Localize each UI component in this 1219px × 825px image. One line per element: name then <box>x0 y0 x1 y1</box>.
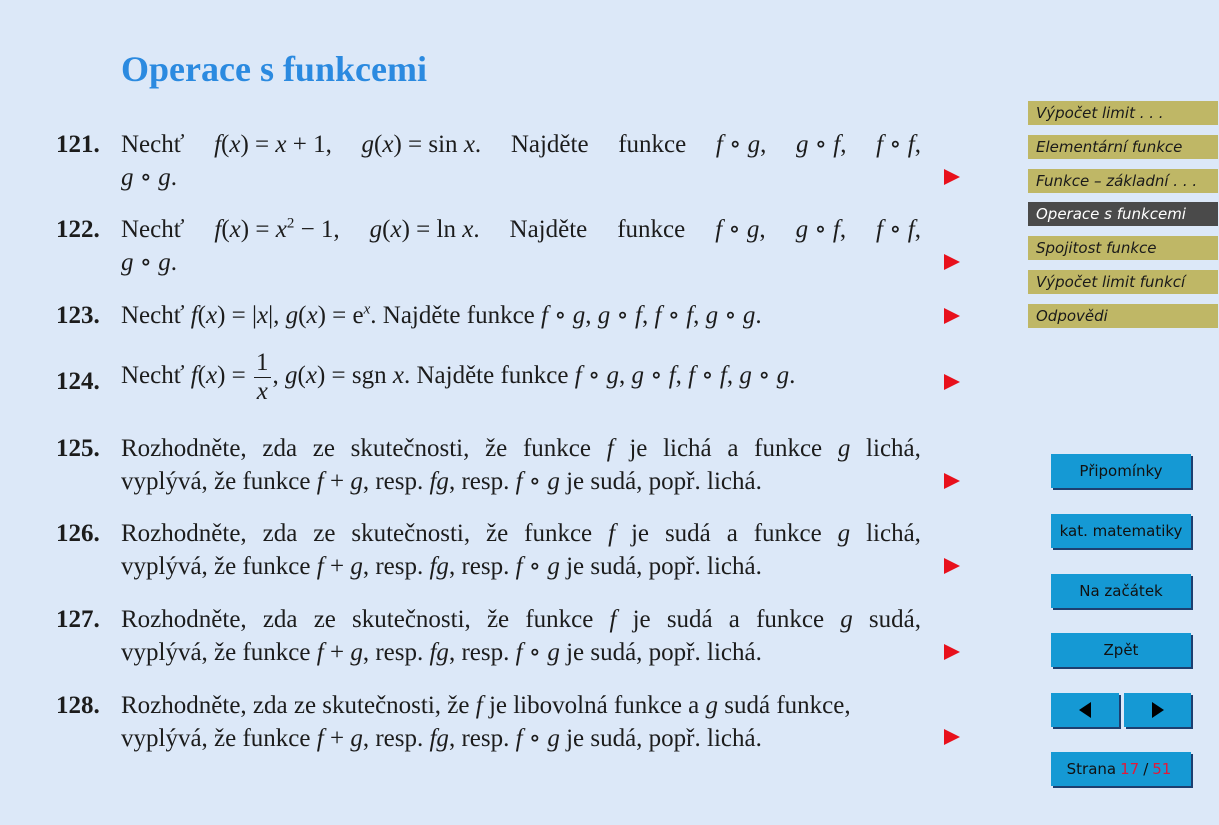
problem-number: 121. <box>56 131 100 158</box>
answer-arrow-122[interactable] <box>944 254 960 270</box>
previous-page-button[interactable] <box>1051 693 1119 727</box>
problem-126 <box>56 517 936 583</box>
answer-arrow-124[interactable] <box>944 374 960 390</box>
problem-128 <box>56 689 936 755</box>
problem-121 <box>56 128 936 194</box>
problem-number: 122. <box>56 216 100 243</box>
problem-line: vyplývá, že funkce f + g, resp. fg, resp. f ∘ g je sudá, popř. lichá. <box>121 725 762 752</box>
nav-item-funkce-zakladni[interactable]: Funkce – základní . . . <box>1028 169 1218 193</box>
problem-number: 127. <box>56 606 100 633</box>
problem-line: Rozhodněte, zda ze skutečnosti, že funkce f je sudá a funkce g lichá, <box>121 520 921 547</box>
page-title: Operace s funkcemi <box>121 49 427 89</box>
problem-text <box>121 128 936 194</box>
problem-line: vyplývá, že funkce f + g, resp. fg, resp. f ∘ g je sudá, popř. lichá. <box>121 639 762 666</box>
problem-123 <box>56 299 936 332</box>
page-current: 17 <box>1120 760 1140 778</box>
problem-text <box>121 299 936 332</box>
page-total: 51 <box>1152 760 1172 778</box>
problem-line: Nechť f(x) = |x|, $g(x) = e^x$. Najděte funkce f ∘ g, g ∘ f, f ∘ f, g ∘ g. <box>121 301 762 329</box>
page-separator: / <box>1143 760 1149 778</box>
answer-arrow-123[interactable] <box>944 308 960 324</box>
problem-number: 123. <box>56 302 100 329</box>
problem-line: g ∘ g. <box>121 249 178 276</box>
answer-arrow-126[interactable] <box>944 558 960 574</box>
problem-line: Nechť $f(x) = x^2 - 1$, g(x) = ln x. Najděte funkce f ∘ g, g ∘ f, f ∘ f, <box>121 215 921 243</box>
page-counter <box>1051 752 1191 786</box>
problem-line: Rozhodněte, zda ze skutečnosti, že funkce f je lichá a funkce g lichá, <box>121 435 921 462</box>
problem-line: Nechť f(x) = $\frac{1}{x}$ , g(x) = sgn x. Najděte funkce f ∘ g, g ∘ f, f ∘ f, g ∘ g. <box>121 349 796 405</box>
answer-arrow-127[interactable] <box>944 644 960 660</box>
nav-item-spojitost-funkce[interactable]: Spojitost funkce <box>1028 236 1218 260</box>
problem-122 <box>56 213 936 279</box>
nav-item-elementarni-funkce[interactable]: Elementární funkce <box>1028 135 1218 159</box>
problem-number: 128. <box>56 692 100 719</box>
problem-text <box>121 603 936 669</box>
problem-127 <box>56 603 936 669</box>
problem-line: vyplývá, že funkce f + g, resp. fg, resp. f ∘ g je sudá, popř. lichá. <box>121 468 762 495</box>
nav-item-vypocet-limit-funkci[interactable]: Výpočet limit funkcí <box>1028 270 1218 294</box>
answer-arrow-125[interactable] <box>944 473 960 489</box>
problem-text <box>121 689 936 755</box>
problem-text <box>121 213 936 279</box>
nav-item-vypocet-limit[interactable]: Výpočet limit . . . <box>1028 101 1218 125</box>
page-counter-prefix: Strana <box>1066 760 1117 778</box>
problem-125 <box>56 432 936 498</box>
problem-124 <box>56 349 936 406</box>
answer-arrow-128[interactable] <box>944 729 960 745</box>
problem-number: 124. <box>56 368 100 395</box>
problem-number: 125. <box>56 435 100 462</box>
fraction: $\frac{1}{x}$ <box>256 349 269 405</box>
katedra-matematiky-button[interactable]: kat. matematiky <box>1051 514 1191 548</box>
nav-item-operace-s-funkcemi[interactable]: Operace s funkcemi <box>1028 202 1218 226</box>
problem-text <box>121 517 936 583</box>
answer-arrow-121[interactable] <box>944 169 960 185</box>
next-page-button[interactable] <box>1124 693 1191 727</box>
problem-line: Rozhodněte, zda ze skutečnosti, že funkce f je sudá a funkce g sudá, <box>121 606 921 633</box>
zpet-button[interactable]: Zpět <box>1051 633 1191 667</box>
problem-line: Nechť f(x) = x + 1, g(x) = sin x. Najděte funkce f ∘ g, g ∘ f, f ∘ f, <box>121 131 921 158</box>
problem-line: vyplývá, že funkce f + g, resp. fg, resp. f ∘ g je sudá, popř. lichá. <box>121 553 762 580</box>
problem-text <box>121 349 936 406</box>
problem-line: Rozhodněte, zda ze skutečnosti, že f je libovolná funkce a g sudá funkce, <box>121 692 851 719</box>
pripominky-button[interactable]: Připomínky <box>1051 454 1191 488</box>
problem-text <box>121 432 936 498</box>
triangle-left-icon <box>1079 702 1091 718</box>
problem-line: g ∘ g. <box>121 164 178 191</box>
nav-item-odpovedi[interactable]: Odpovědi <box>1028 304 1218 328</box>
problem-number: 126. <box>56 520 100 547</box>
na-zacatek-button[interactable]: Na začátek <box>1051 574 1191 608</box>
triangle-right-icon <box>1152 702 1164 718</box>
